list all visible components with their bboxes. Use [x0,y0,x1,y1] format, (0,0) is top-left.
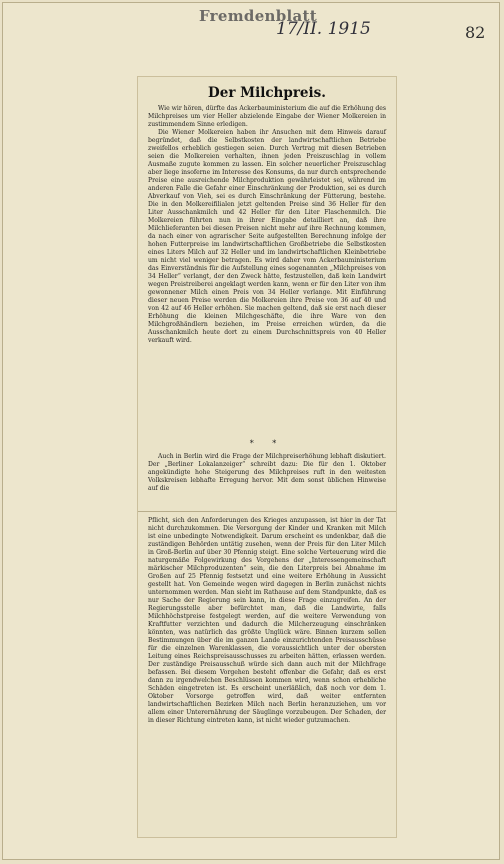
paragraph: Wie wir hören, dürfte das Ackerbauministerium die auf die Erhöhung des Milchpreises um vier Heller abzielende Eingabe der Wiener Molkereien in zustimmendem Sinne erledigen. [148,105,386,128]
paragraph: Pflicht, sich den Anforderungen des Krieges anzupassen, ist hier in der Tat nicht durchzukommen. Die Versorgung der Kinder und Kranken mit Milch ist eine unbedingte Notwendigkeit. Darum erscheint es undenkbar, daß die zuständigen Behörden untätig zusehen, wenn der Preis für den Liter Milch in Groß-Berlin auf über 30 Pfennig steigt. Eine solche Verteuerung wird die naturgemäße Folgewirkung des Vorgehens der „Interessengemeinschaft märkischer Milchproduzenten“ sein, die den Literpreis bei Abnahme im Großen auf 25 Pfennig festsetzt und eine weitere Erhöhung in Aussicht gestellt hat. Von Gemeinde wegen wird dagegen in Berlin zunächst nichts unternommen werden. Man sieht im Rathause auf dem Standpunkte, daß es nur Sache der Regierung sein kann, in diese Frage einzugreifen. An der Regierungsstelle aber befürchtet man, daß die Landwirte, falls Milchhöchstpreise festgelegt werden, auf die weitere Verwendung von Kraftfutter verzichten und dadurch die Milcherzeugung einschränken könnten, was natürlich das größte Unglück wäre. Binnen kurzem sollen Bestimmungen über die im ganzen Lande einzurichtenden Preisausschüsse für die einzelnen Warenklassen, die voraussichtlich unter der obersten Leitung eines Reichspreisausschusses zu arbeiten hätten, erlassen werden. Der zuständige Preisausschuß würde sich dann auch mit der Milchfrage befassen. Bei diesem Vorgehen besteht offenbar die Gefahr, daß es erst dann zu irgendwelchen Beschlüssen kommen wird, wenn schon erhebliche Schäden eingetreten ist. Es erscheint unerläßlich, daß noch vor dem 1. Oktober Vorsorge getroffen wird, daß weiter entfernten landwirtschaftlichen Bezirken Milch nach Berlin heranzuziehen, um vor allem einer Unterernährung der Säuglinge vorzubeugen. Der Schaden, der in dieser Richtung eintreten kann, ist nicht wieder gutzumachen. [148,517,386,724]
article-title: Der Milchpreis. [208,85,326,101]
article-body-part3 [148,517,386,725]
page-number: 82 [465,23,486,42]
paragraph: Auch in Berlin wird die Frage der Milchpreiserhöhung lebhaft diskutiert. Der „Berliner Lokalanzeiger“ schreibt dazu: Die für den 1. Oktober angekündigte hohe Steigerung des Milchpreises ruft in den weitesten Volkskreisen lebhafte Erregung hervor. Mit dem sonst üblichen Hinweise auf die [148,453,386,492]
article-body-part1 [148,105,386,345]
newspaper-clipping [138,77,396,837]
paragraph: Die Wiener Molkereien haben ihr Ansuchen mit dem Hinweis darauf begründet, daß die Selbstkosten der landwirtschaftlichen Betriebe zweifellos erheblich gestiegen seien. Durch Vertrag mit diesen Betrieben seien die Molkereien verhalten, ihnen jeden Preiszuschlag in vollem Ausmaße zugute kommen zu lassen. Ein solcher neuerlicher Preiszuschlag aber liege insoferne im Interesse des Konsums, da nur durch entsprechende Preise eine ausreichende Milchproduktion gewährleistet sei, während im anderen Falle die Gefahr einer Einschränkung der Produktion, sei es durch Abverkauf von Vieh, sei es durch Einschränkung der Fütterung, bestehe. Die in den Molkereifilialen jetzt geltenden Preise sind 36 Heller für den Liter Ausschankmilch und 42 Heller für den Liter Flaschenmilch. Die Molkereien führten nun in ihrer Eingabe detailliert an, daß ihre Milchlieferanten bei diesen Preisen nicht mehr auf ihre Rechnung kommen, da nach einer von agrarischer Seite aufgestellten Berechnung infolge der hohen Futterpreise im landwirtschaftlichen Großbetriebe die Selbstkosten eines Liters Milch auf 32 Heller und im landwirtschaftlichen Kleinbetriebe um nicht viel weniger betragen. Es wird daher vom Ackerbauministerium das Einverständnis für die Aufstellung eines sogenannten „Milchpreises von 34 Heller“ verlangt, der den Zweck hätte, festzustellen, daß kein Landwirt wegen Preistreiberei angeklagt werden kann, wenn er für den Liter von ihm gewonnener Milch einen Preis von 34 Heller verlange. Mit Einführung dieser neuen Preise werden die Molkereien ihre Preise von 36 auf 40 und von 42 auf 46 Heller erhöhen. Sie machen geltend, daß sie erst nach dieser Erhöhung die kleinen Milchgeschäfte, die ihre Ware von den Milchgroßhändlern beziehen, im Preise erreichen würden, da die Ausschankmilch heute dort zu einem Durchschnittspreis von 40 Heller verkauft wird. [148,129,386,344]
newspaper-stamp: Fremdenblatt [199,7,318,25]
archive-sheet [2,2,500,860]
clipping-seam [138,511,396,512]
handwritten-date: 17/II. 1915 [276,19,371,39]
article-body-part2 [148,453,386,493]
section-separator: * * [249,439,285,448]
